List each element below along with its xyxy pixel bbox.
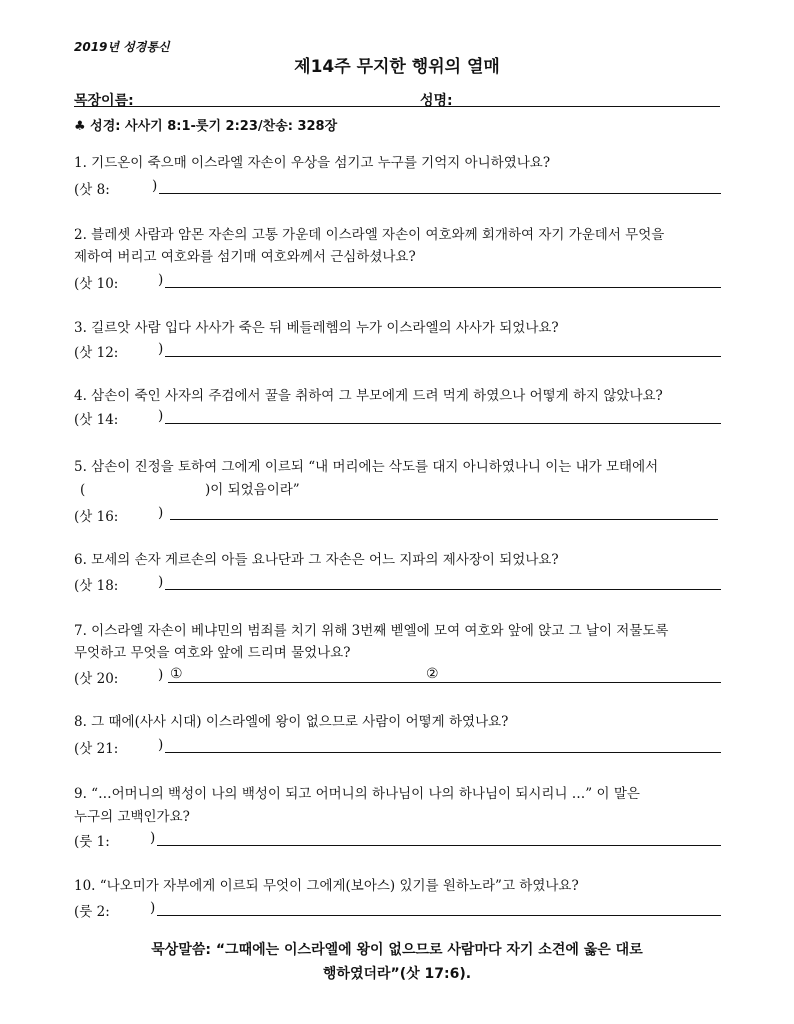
question-9-ref-close: ) (150, 830, 156, 846)
question-5-line-2: )이 되었음이라” (205, 482, 300, 498)
question-7-ref: (삿 20: (74, 671, 119, 687)
question-5-ref-close: ) (158, 505, 164, 521)
question-5-line-1: 5. 삼손이 진정을 토하여 그에게 이르되 “내 머리에는 삭도를 대지 아니하였나니 이는 내가 모태에서 (74, 459, 659, 475)
question-2-ref: (삿 10: (74, 276, 119, 292)
question-8-ref: (삿 21: (74, 741, 119, 757)
question-7-line-1: 7. 이스라엘 자손이 베냐민의 범죄를 치기 위해 3번째 벧엘에 모여 여호와 앞에 앉고 그 날이 저물도록 (74, 623, 669, 639)
question-4-ref-close: ) (158, 408, 164, 424)
answer-line-5[interactable] (170, 519, 718, 520)
answer-marker-2: ② (426, 666, 439, 682)
question-1-ref: (삿 8: (74, 182, 110, 198)
question-7-ref-close: ) (158, 667, 164, 683)
header-underline (74, 106, 720, 107)
question-4-ref: (삿 14: (74, 412, 119, 428)
question-6-ref: (삿 18: (74, 578, 119, 594)
answer-line-6[interactable] (165, 589, 721, 590)
question-4: 4. 삼손이 죽인 사자의 주검에서 꿀을 취하여 그 부모에게 드려 먹게 하였으나 어떻게 하지 않았나요? (74, 388, 663, 404)
page-title: 제14주 무지한 행위의 열매 (294, 57, 500, 77)
question-2-line-2: 제하여 버리고 여호와를 섬기매 여호와께서 근심하셨나요? (74, 249, 416, 265)
question-8: 8. 그 때에(사사 시대) 이스라엘에 왕이 없으므로 사람이 어떻게 하였나요? (74, 714, 509, 730)
question-8-ref-close: ) (158, 737, 164, 753)
question-6: 6. 모세의 손자 게르손의 아들 요나단과 그 자손은 어느 지파의 제사장이 되었나요? (74, 552, 559, 568)
answer-line-10[interactable] (157, 915, 721, 916)
question-7-line-2: 무엇하고 무엇을 여호와 앞에 드리며 물었나요? (74, 645, 351, 661)
question-9-ref: (룻 1: (74, 834, 110, 850)
answer-line-9[interactable] (157, 845, 721, 846)
answer-line-4[interactable] (165, 423, 721, 424)
question-2-ref-close: ) (158, 272, 164, 288)
leader-name-label: 목장이름: (74, 93, 134, 109)
question-3-ref-close: ) (158, 341, 164, 357)
question-5-blank-open: ( (80, 482, 86, 498)
question-10-ref-close: ) (150, 900, 156, 916)
meditation-verse-line-1: 묵상말씀: “그때에는 이스라엘에 왕이 없으므로 사람마다 자기 소견에 옳은 대로 (151, 942, 643, 958)
scripture-line: ♣ 성경: 사사기 8:1-룻기 2:23/찬송: 328장 (74, 119, 338, 134)
question-10-ref: (룻 2: (74, 904, 110, 920)
answer-line-2[interactable] (165, 287, 721, 288)
meditation-verse-line-2: 행하였더라”(삿 17:6). (322, 966, 472, 982)
question-2-line-1: 2. 블레셋 사람과 암몬 자손의 고통 가운데 이스라엘 자손이 여호와께 회개하여 자기 가운데서 무엇을 (74, 227, 665, 243)
answer-line-7[interactable] (168, 682, 721, 683)
question-9-line-2: 누구의 고백인가요? (74, 809, 190, 825)
question-1: 1. 기드온이 죽으매 이스라엘 자손이 우상을 섬기고 누구를 기억지 아니하였나요? (74, 155, 551, 171)
question-3-ref: (삿 12: (74, 345, 119, 361)
answer-marker-1: ① (170, 666, 183, 682)
question-10: 10. “나오미가 자부에게 이르되 무엇이 그에게(보아스) 있기를 원하노라”고 하였나요? (74, 878, 579, 894)
question-3: 3. 길르앗 사람 입다 사사가 죽은 뒤 베들레헴의 누가 이스라엘의 사사가 되었나요? (74, 320, 559, 336)
question-6-ref-close: ) (158, 574, 164, 590)
name-label: 성명: (420, 93, 453, 109)
answer-line-8[interactable] (165, 752, 721, 753)
question-5-ref: (삿 16: (74, 509, 119, 525)
answer-line-1[interactable] (159, 193, 721, 194)
answer-line-3[interactable] (165, 356, 721, 357)
question-1-ref-close: ) (152, 178, 158, 194)
brand-text: 2019년 성경통신 (74, 40, 170, 54)
question-9-line-1: 9. “…어머니의 백성이 나의 백성이 되고 어머니의 하나님이 나의 하나님이 되시리니 …” 이 말은 (74, 786, 640, 802)
